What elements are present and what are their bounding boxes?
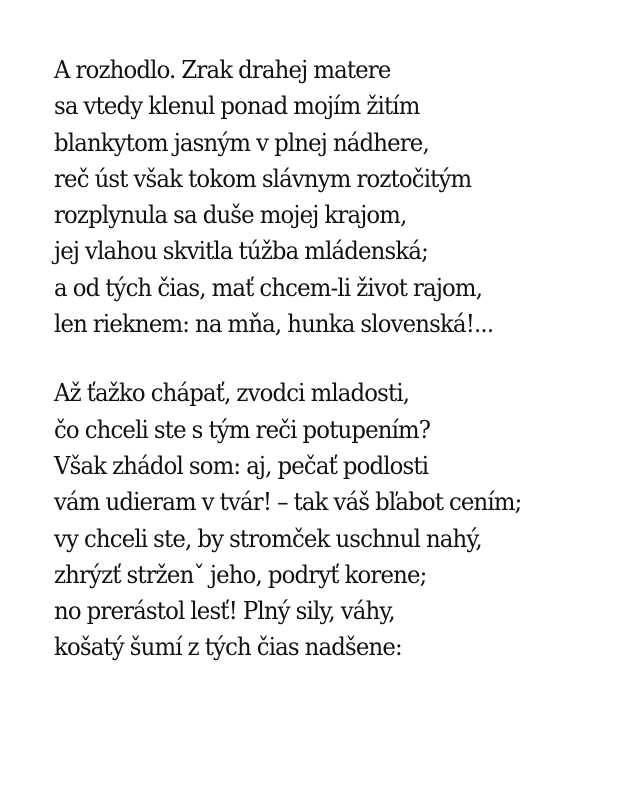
poem-line: košatý šumí z tých čias nadšene: — [54, 632, 402, 662]
poem-line: jej vlahou skvitla túžba mládenská; — [54, 236, 428, 266]
stanza-1 — [54, 52, 634, 342]
poem-line: čo chceli ste s tým reči potupením? — [54, 414, 431, 444]
poem-line: blankytom jasným v plnej nádhere, — [54, 127, 429, 157]
poem-line: no prerástol lesť! Plný sily, váhy, — [54, 596, 395, 626]
poem-line: reč úst však tokom slávnym roztočitým — [54, 163, 472, 193]
poem-line: zhrýzť strženˇ jeho, podryť korene; — [54, 559, 427, 589]
poem-line: a od tých čias, mať chcem-li život rajom, — [54, 272, 483, 302]
poem-text — [54, 52, 634, 666]
poem-line: len rieknem: na mňa, hunka slovenská!... — [54, 309, 494, 339]
stanza-2 — [54, 375, 634, 665]
poem-line: Však zhádol som: aj, pečať podlosti — [54, 450, 429, 480]
poem-line: vám udieram v tvár! – tak váš bľabot cením; — [54, 487, 522, 517]
poem-line: Až ťažko chápať, zvodci mladosti, — [54, 378, 410, 408]
poem-line: rozplynula sa duše mojej krajom, — [54, 200, 407, 230]
poem-line: sa vtedy klenul ponad mojím žitím — [54, 91, 420, 121]
poem-line: vy chceli ste, by stromček uschnul nahý, — [54, 523, 482, 553]
poem-line: A rozhodlo. Zrak drahej matere — [54, 55, 391, 84]
